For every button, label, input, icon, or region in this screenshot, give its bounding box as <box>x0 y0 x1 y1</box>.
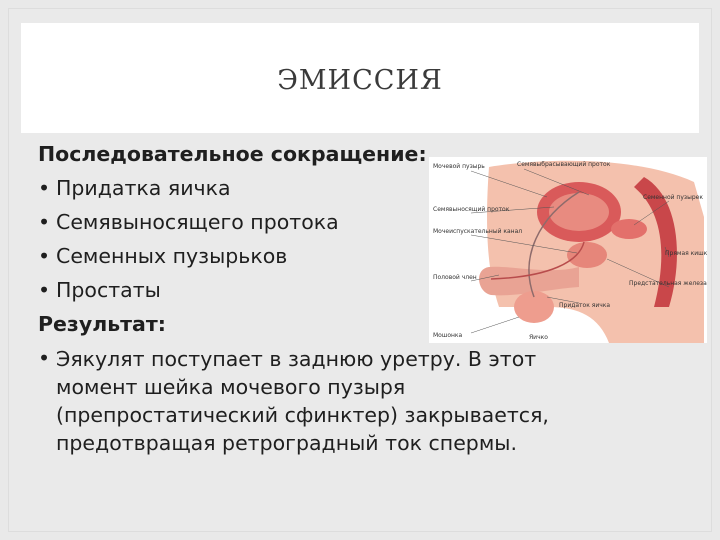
label-testis: Яичко <box>529 334 548 341</box>
bullet-text: Семявыносящего протока <box>56 210 339 234</box>
bullet-marker: • <box>38 346 51 370</box>
bullet-marker: • <box>38 176 51 200</box>
bullet-item <box>38 171 698 205</box>
result-text: Эякулят поступает в заднюю уретру. В этот момент шейка мочевого пузыря (препростатический сфинктер) закрывается, предотвращая ретроградный ток спермы. <box>56 347 549 455</box>
label-seminal-vesicle: Семенной пузырек <box>643 194 703 201</box>
label-vas-deferens: Семявыносящий проток <box>433 206 510 213</box>
slide-title: ЭМИССИЯ <box>277 65 443 96</box>
body-text <box>38 137 698 457</box>
heading-result: Результат: <box>38 312 166 336</box>
bullet-item <box>38 205 698 239</box>
label-bladder: Мочевой пузырь <box>433 163 485 170</box>
bullet-text: Простаты <box>56 278 161 302</box>
heading-sequential: Последовательное сокращение: <box>38 142 427 166</box>
bullet-item <box>38 239 698 273</box>
bullet-item <box>38 273 698 307</box>
result-paragraph <box>38 341 698 457</box>
bullet-marker: • <box>38 244 51 268</box>
label-ejaculatory-duct: Мочеиспускательный канал <box>433 228 523 235</box>
label-bulbo-gland: Предстательная железа <box>629 280 707 287</box>
label-penis: Половой член <box>433 274 477 281</box>
label-rectum: Прямая кишка <box>665 250 707 257</box>
bullet-marker: • <box>38 210 51 234</box>
title-box <box>21 23 699 133</box>
bullet-text: Придатка яичка <box>56 176 231 200</box>
label-scrotum: Мошонка <box>433 332 463 339</box>
bullet-marker: • <box>38 278 51 302</box>
label-vesicle-duct: Семявыбрасывающий проток <box>517 161 611 168</box>
label-urethra: Придаток яичка <box>559 302 611 309</box>
slide <box>8 8 712 532</box>
bullet-text: Семенных пузырьков <box>56 244 288 268</box>
